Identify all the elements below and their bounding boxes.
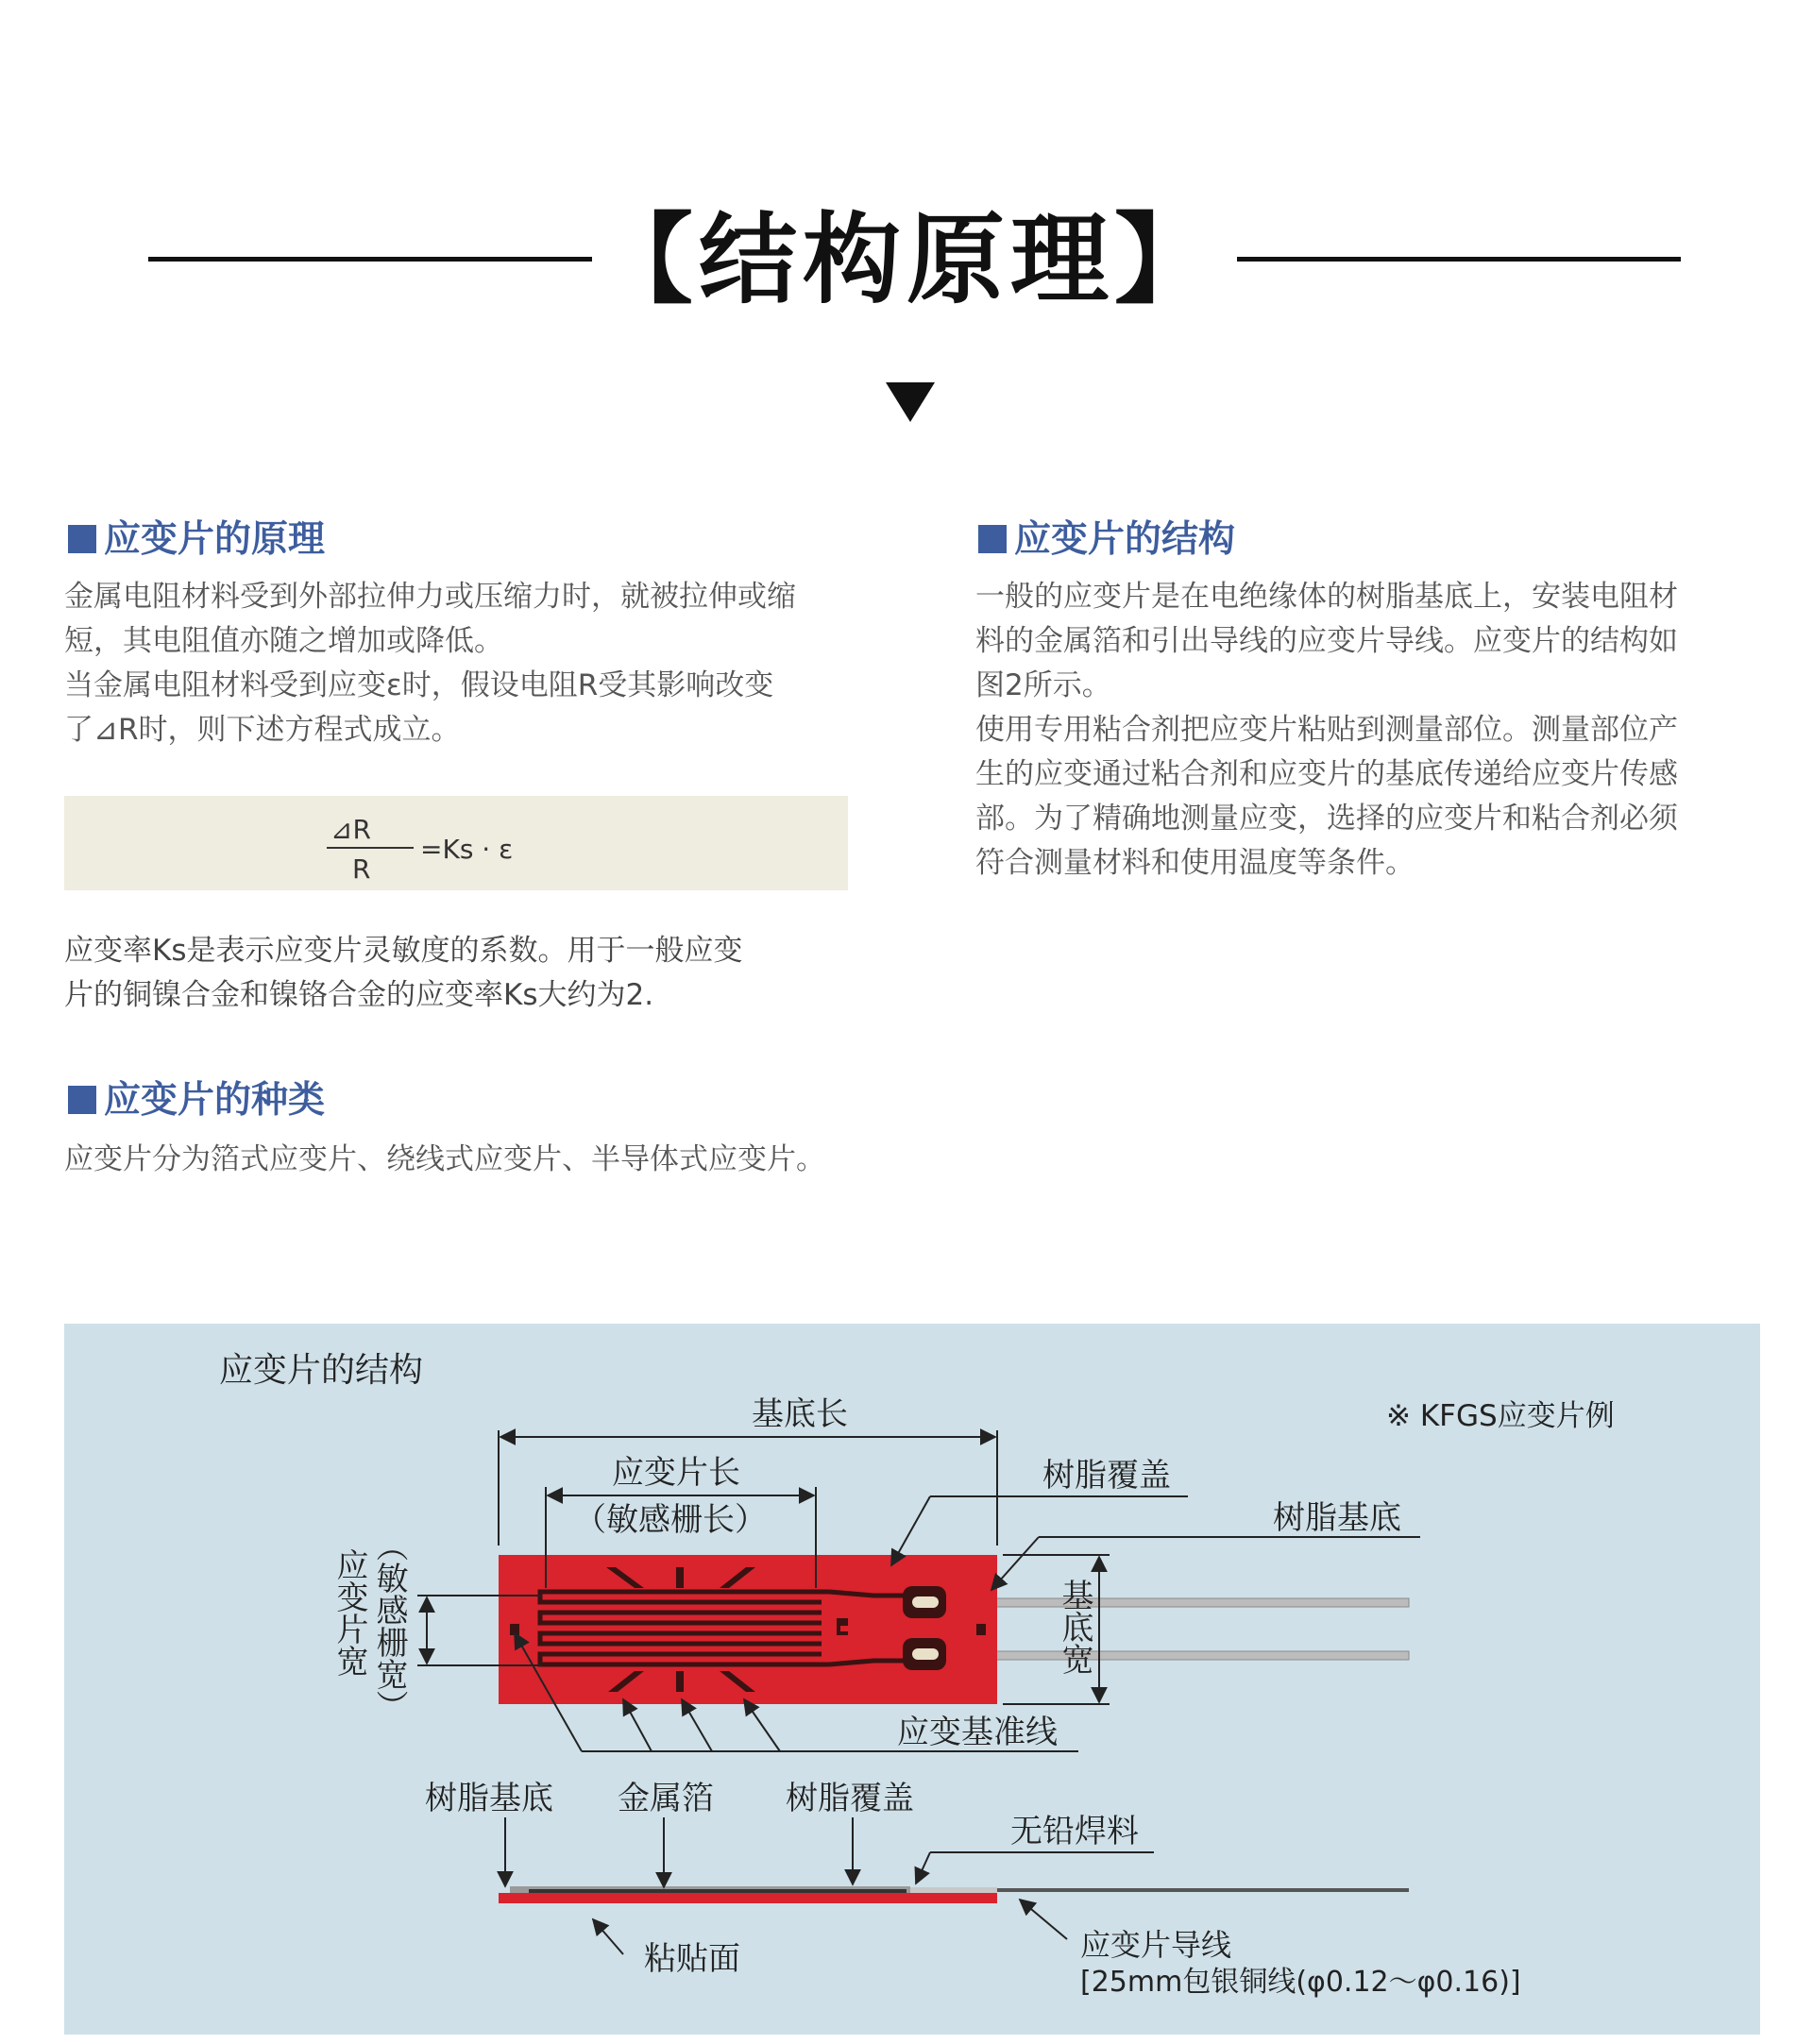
- label-resin-base: 树脂基底: [1273, 1499, 1401, 1537]
- diagram-note: ※ KFGS应变片例: [1386, 1399, 1615, 1433]
- types-text: 应变片分为箔式应变片、绕线式应变片、半导体式应变片。: [64, 1142, 825, 1176]
- label-lead-free-solder: 无铅焊料: [1010, 1813, 1139, 1850]
- label-resin-cover: 树脂覆盖: [1042, 1457, 1171, 1495]
- page-title: 【结构原理】: [594, 202, 1218, 317]
- label-metal-foil: 金属箔: [618, 1780, 714, 1817]
- formula-denominator: R: [352, 853, 371, 885]
- gauge-factor-text: 应变率Ks是表示应变片灵敏度的系数。用于一般应变 片的铜镍合金和镍铬合金的应变率Ks大约为2.: [64, 934, 743, 1012]
- diagram-title: 应变片的结构: [219, 1351, 424, 1390]
- structure-text: 一般的应变片是在电绝缘体的树脂基底上，安装电阻材 料的金属箔和引出导线的应变片导线。应变片的结构如 图2所示。 使用专用粘合剂把应变片粘贴到测量部位。测量部位产 生的应变通过粘合剂和应变片的基底传递给应变片传感 部。为了精确地测量应变，选择的应变片和粘合剂必须 符合测量材料和使用温度等条件。: [975, 580, 1678, 880]
- principle-text: 金属电阻材料受到外部拉伸力或压缩力时，就被拉伸或缩 短，其电阻值亦随之增加或降低。 当金属电阻材料受到应变ε时，假设电阻R受其影响改变 了⊿R时，则下述方程式成立。: [64, 580, 796, 747]
- lower-solder: [912, 1648, 939, 1660]
- types-heading: 应变片的种类: [68, 1074, 325, 1127]
- label-bonding-surface: 粘贴面: [644, 1940, 740, 1978]
- upper-solder: [912, 1596, 939, 1608]
- label-section-resin-base: 树脂基底: [425, 1780, 553, 1817]
- label-lead-wire: 应变片导线: [1080, 1927, 1232, 1963]
- resin-base-red: [499, 1555, 997, 1704]
- cross-section: [499, 1886, 1409, 1903]
- label-grid-width: （敏感栅宽）: [370, 1529, 408, 1722]
- label-base-length: 基底长: [752, 1395, 848, 1433]
- principle-heading: 应变片的原理: [68, 514, 325, 566]
- label-gauge-length: 应变片长: [612, 1454, 740, 1492]
- label-gauge-width: 应变片宽: [330, 1548, 368, 1677]
- label-section-resin-cover: 树脂覆盖: [786, 1780, 914, 1817]
- label-reference-line: 应变基准线: [897, 1714, 1058, 1751]
- formula-numerator: ⊿R: [330, 814, 371, 845]
- formula-rhs: =Ks · ε: [420, 834, 514, 865]
- label-lead-wire-spec: [25mm包银铜线(φ0.12～φ0.16)]: [1080, 1966, 1521, 1999]
- label-base-width: 基底宽: [1056, 1579, 1093, 1675]
- label-grid-length: （敏感栅长）: [574, 1501, 767, 1539]
- structure-heading: 应变片的结构: [978, 514, 1235, 566]
- lead-wires: [927, 1598, 1409, 1660]
